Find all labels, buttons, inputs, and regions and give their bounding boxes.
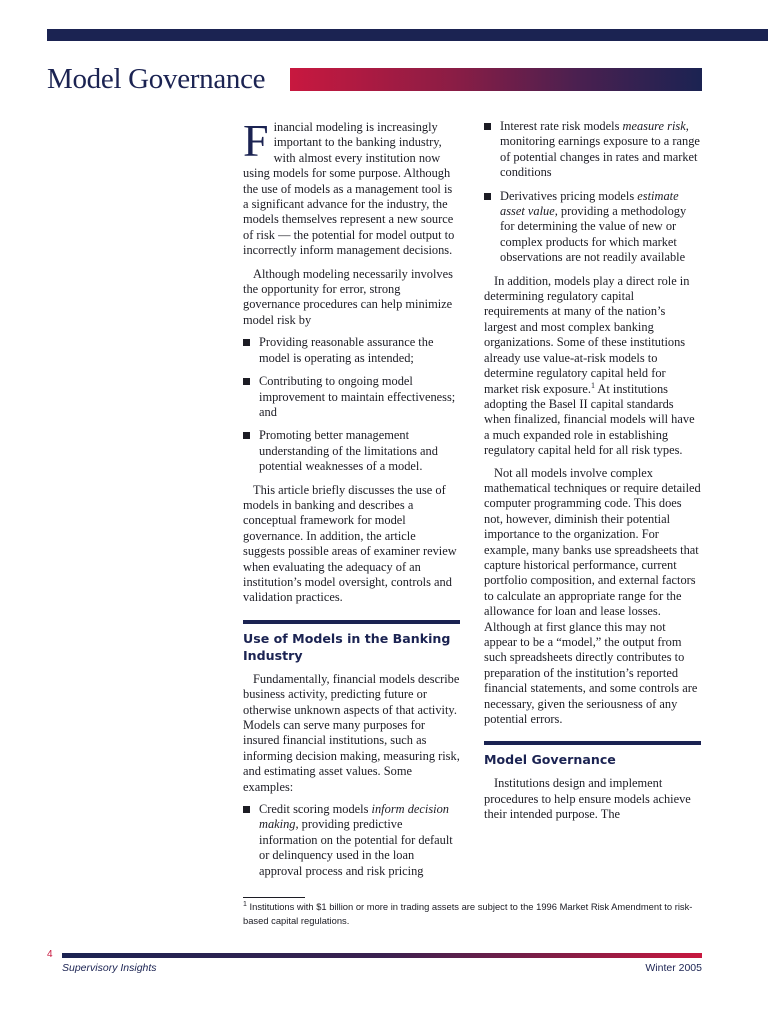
example-lead: Interest rate risk models <box>500 119 623 133</box>
list-item <box>243 802 460 879</box>
example-rest: providing predictive information on the potential for default or delinquency used in the loan approval process and risk pricing <box>259 817 453 878</box>
section2-paragraph-1: Institutions design and implement procedures to help ensure models achieve their intended purpose. The <box>484 776 691 822</box>
list-item-text: Contributing to ongoing model improvement to maintain effectiveness; and <box>259 374 456 419</box>
footer-gradient-bar <box>62 953 702 958</box>
list-item-text: Promoting better management understanding of the limitations and potential weaknesses of a model. <box>259 428 438 474</box>
square-bullet-icon <box>243 339 250 346</box>
column-left <box>243 115 460 887</box>
section-heading-use-of-models: Use of Models in the Banking Industry <box>243 630 451 663</box>
intro-paragraph-1 <box>243 115 460 259</box>
page-title: Model Governance <box>47 63 266 95</box>
intro-paragraph-3: This article briefly discusses the use of models in banking and describes a conceptual framework for model governance. In addition, the article suggests possible areas of examiner review when evaluating the adequacy of an institution’s model oversight, controls and validation practices. <box>243 482 457 605</box>
section-rule <box>243 620 460 624</box>
section-heading-model-governance: Model Governance <box>484 752 616 768</box>
model-examples-list-continued <box>484 119 701 266</box>
example-lead: Credit scoring models <box>259 802 372 817</box>
example-emphasis: estimate asset value, <box>500 188 679 219</box>
page-number: 4 <box>47 949 53 960</box>
column-right <box>484 120 701 830</box>
example-rest: monitoring earnings exposure to a range of potential changes in rates and market conditions <box>500 134 700 180</box>
list-item <box>484 119 701 181</box>
example-emphasis: inform decision making, <box>259 802 449 832</box>
square-bullet-icon <box>484 193 491 200</box>
footnote-rule <box>243 897 305 898</box>
title-gradient-bar <box>290 68 702 91</box>
footnote <box>243 900 703 928</box>
list-item-text: Providing reasonable assurance the model is operating as intended; <box>259 335 434 365</box>
list-item <box>243 428 460 474</box>
paragraph-text: In addition, models play a direct role in determining regulatory capital requirements at many of the nation’s largest and most complex banking organizations. Some of these institutions already use value-at-risk models to determine regulatory capital held for market risk exposure. <box>484 273 690 396</box>
footnote-marker: 1 <box>243 900 247 908</box>
model-examples-list <box>243 802 460 879</box>
issue-date: Winter 2005 <box>645 962 702 974</box>
intro-paragraph-1-text: inancial modeling is increasingly important to the banking industry, with almost every institution now using models for some purpose. Although the use of models as a management tool is a significant advance for the industry, the models themselves represent a new source of risk — the potential for model output to incorrectly inform management decisions. <box>243 120 455 258</box>
section1-paragraph-3: Not all models involve complex mathematical techniques or require detailed computer programming code. This does not, however, diminish their potential importance to the organization. For example, many banks use spreadsheets that capture historical performance, current portfolio composition, and external factors to calculate an appropriate range for the allowance for loan and lease losses. Although at first glance this may not appear to be a “model,” the output from such spreadsheets directly contributes to preparation of the institution’s reported financial statements, and some controls are necessary, given the seriousness of any potential errors. <box>484 465 701 727</box>
paragraph-text: At institutions adopting the Basel II capital standards when finalized, financial models will have a much expanded role in establishing regulatory capital held for all risk types. <box>484 381 695 458</box>
list-item <box>243 374 460 420</box>
section1-paragraph-1: Fundamentally, financial models describe business activity, predicting future or otherwise unknown aspects of that activity. Models can serve many purposes for insured financial institutions, such as informing decision making, measuring risk, and estimating asset values. Some examples: <box>243 671 460 794</box>
square-bullet-icon <box>484 123 491 130</box>
example-lead: Derivatives pricing models <box>500 188 638 203</box>
list-item <box>484 189 701 266</box>
square-bullet-icon <box>243 432 250 439</box>
footnote-ref[interactable]: 1 <box>591 380 596 390</box>
section-rule <box>484 741 701 745</box>
footnote-text: Institutions with $1 billion or more in trading assets are subject to the 1996 Market Risk Amendment to risk-based capital regulations. <box>243 901 693 926</box>
intro-paragraph-2: Although modeling necessarily involves the opportunity for error, strong governance procedures can help minimize model risk by <box>243 266 453 327</box>
square-bullet-icon <box>243 806 250 813</box>
list-item <box>243 335 460 366</box>
governance-benefits-list <box>243 335 460 474</box>
drop-cap: F <box>243 115 269 166</box>
top-banner-bar <box>47 29 768 41</box>
example-emphasis: measure risk, <box>622 119 689 133</box>
square-bullet-icon <box>243 378 250 385</box>
section1-paragraph-2 <box>484 274 701 459</box>
publication-name: Supervisory Insights <box>62 962 157 974</box>
example-rest: providing a methodology for determining the value of new or complex products for which market observations are not readily available <box>500 204 687 265</box>
